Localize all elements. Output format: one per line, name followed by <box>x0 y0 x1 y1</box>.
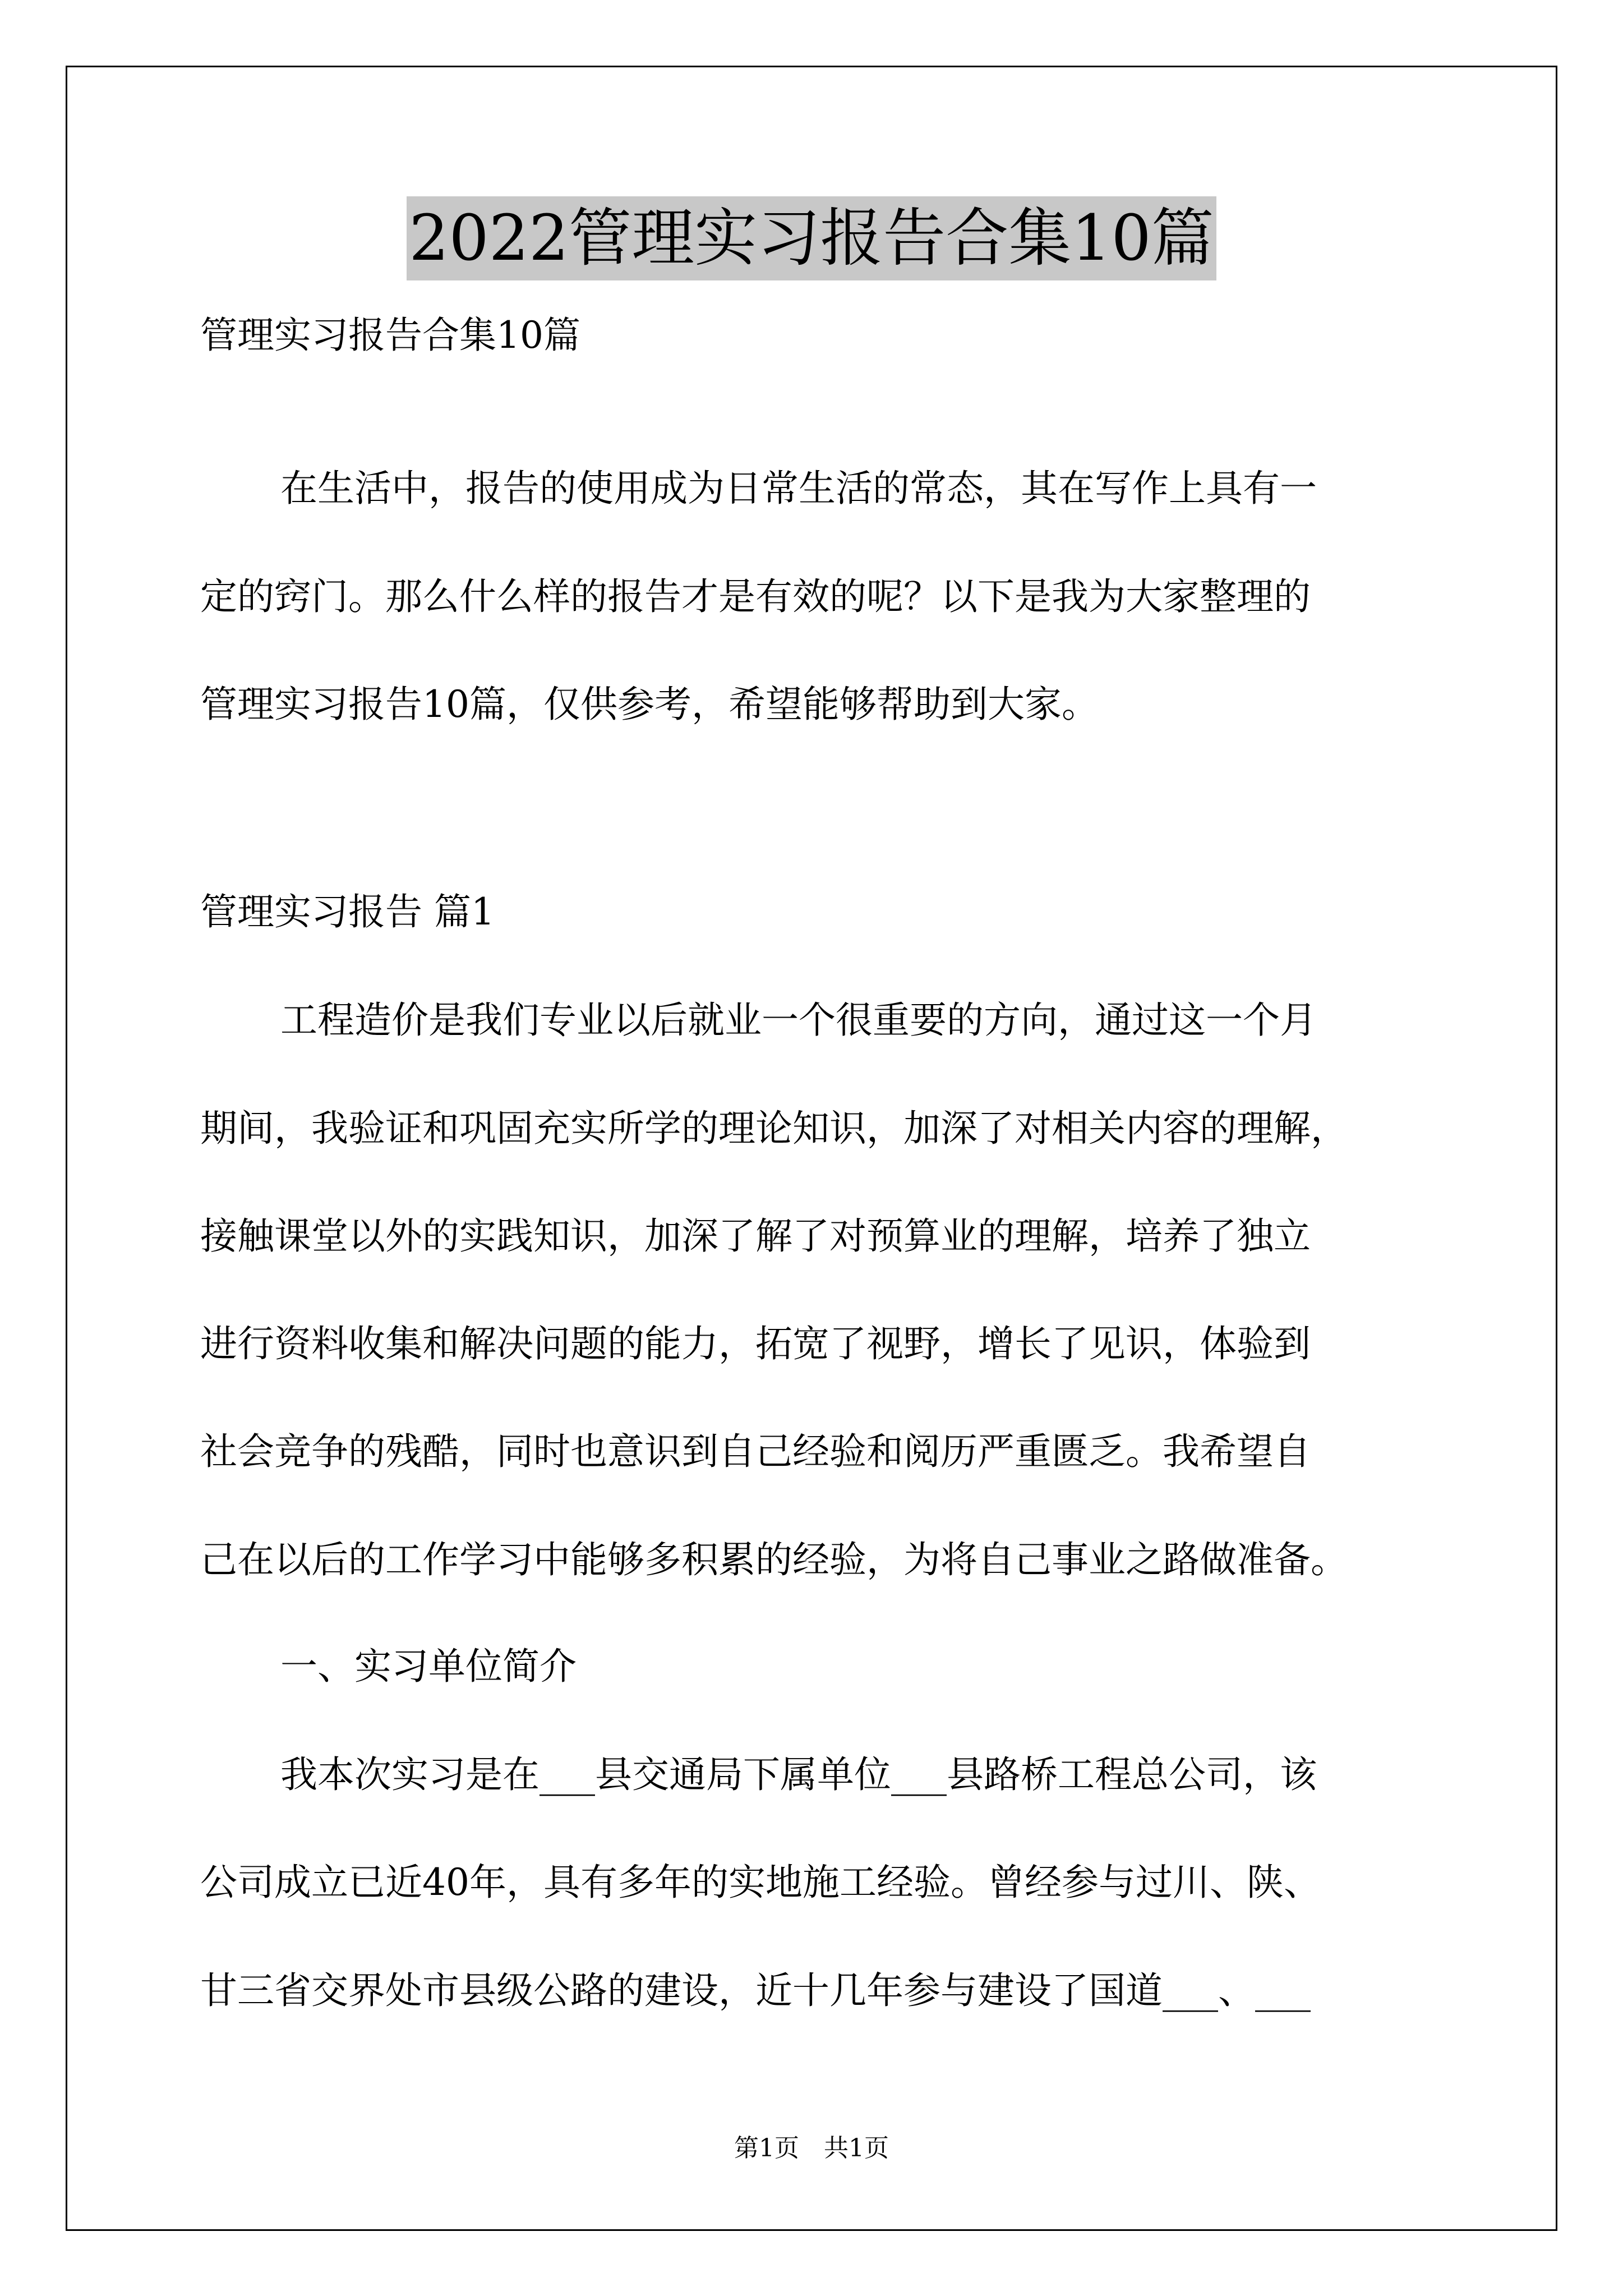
paragraph1-line-5: 社会竞争的残酷，同时也意识到自己经验和阅历严重匮乏。我希望自 <box>200 1430 1311 1473</box>
intro-line-1: 在生活中，报告的使用成为日常生活的常态，其在写作上具有一 <box>280 467 1317 510</box>
title-container <box>0 196 1623 280</box>
paragraph1-line-1: 工程造价是我们专业以后就业一个很重要的方向，通过这一个月 <box>280 999 1317 1042</box>
paragraph2-line-2: 公司成立已近40年，具有多年的实地施工经验。曾经参与过川、陕、 <box>200 1861 1321 1904</box>
paragraph1-line-6: 己在以后的工作学习中能够多积累的经验，为将自己事业之路做准备。 <box>200 1538 1348 1581</box>
paragraph1-line-3: 接触课堂以外的实践知识，加深了解了对预算业的理解，培养了独立 <box>200 1214 1311 1258</box>
paragraph2-line-3: 甘三省交界处市县级公路的建设，近十几年参与建设了国道___、___ <box>200 1969 1311 2012</box>
intro-line-2: 定的窍门。那么什么样的报告才是有效的呢？以下是我为大家整理的 <box>200 575 1311 618</box>
document-title: 2022管理实习报告合集10篇 <box>407 196 1216 280</box>
paragraph1-line-2: 期间，我验证和巩固充实所学的理论知识，加深了对相关内容的理解， <box>200 1107 1348 1150</box>
page-footer: 第1页 共1页 <box>734 2134 889 2162</box>
section-heading: 管理实习报告 篇1 <box>200 890 495 933</box>
subheading: 一、实习单位简介 <box>280 1645 577 1688</box>
paragraph1-line-4: 进行资料收集和解决问题的能力，拓宽了视野，增长了见识，体验到 <box>200 1322 1311 1365</box>
document-subtitle: 管理实习报告合集10篇 <box>200 314 580 357</box>
intro-line-3: 管理实习报告10篇，仅供参考，希望能够帮助到大家。 <box>200 683 1099 726</box>
paragraph2-line-1: 我本次实习是在___县交通局下属单位___县路桥工程总公司，该 <box>280 1753 1317 1796</box>
